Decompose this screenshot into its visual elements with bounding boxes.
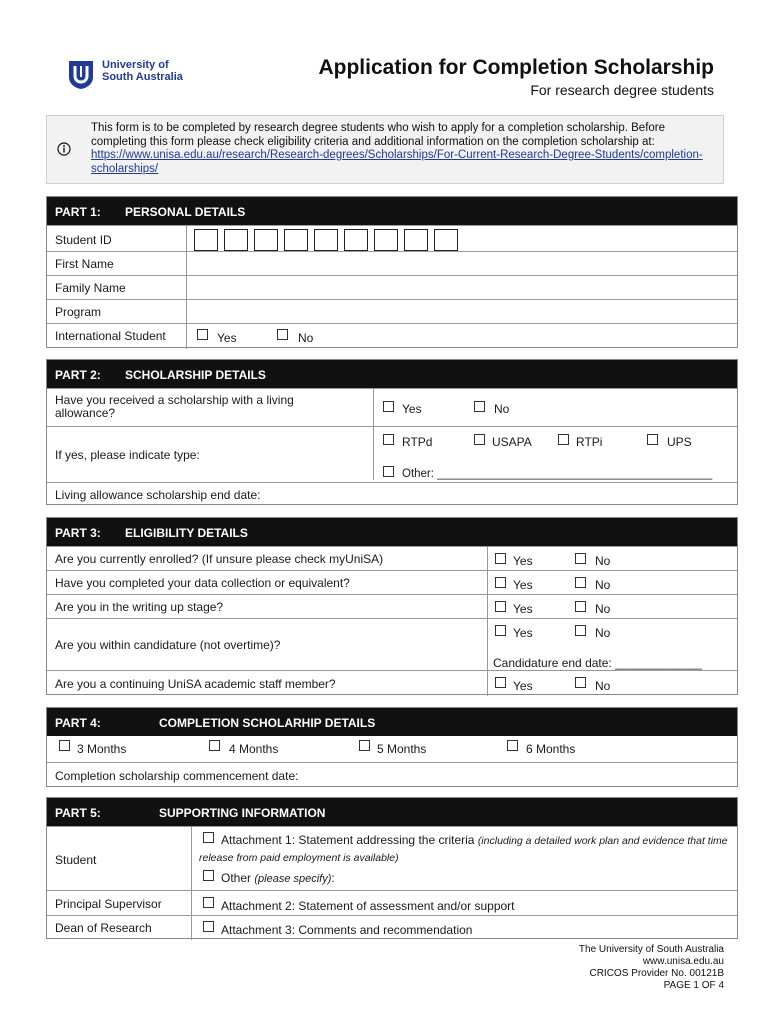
duration-5-label: 5 Months (377, 742, 427, 756)
staff-yes-checkbox[interactable] (495, 677, 506, 688)
footer (579, 944, 724, 992)
duration-3-checkbox[interactable] (59, 740, 70, 751)
page-title: Application for Completion Scholarship (318, 56, 714, 79)
other-attachment-text (221, 871, 335, 885)
family-name-row (47, 275, 737, 299)
data-collection-question: Have you completed your data collection or equivalent? (55, 576, 350, 590)
end-date-row (47, 482, 737, 506)
candidature-yes-checkbox[interactable] (495, 625, 506, 636)
international-row (47, 323, 737, 349)
writing-up-no-label: No (595, 602, 611, 616)
eligibility-row (47, 546, 737, 570)
writing-up-yes-checkbox[interactable] (495, 601, 506, 612)
type-ups-checkbox[interactable] (647, 434, 658, 445)
first-name-label: First Name (55, 257, 114, 271)
info-box (46, 115, 724, 184)
part2-header (47, 360, 737, 388)
other-attachment-checkbox[interactable] (203, 870, 214, 881)
student-id-digit[interactable] (284, 229, 308, 251)
dean-label: Dean of Research (55, 921, 152, 935)
footer-university: The University of South Australia (578, 944, 724, 955)
type-rtpd-label: RTPd (402, 435, 433, 449)
eligibility-row (47, 594, 737, 618)
international-label: International Student (55, 329, 166, 343)
attachment1-label: Attachment 1: Statement addressing the criteria (221, 833, 475, 847)
student-attachments-row (47, 826, 737, 890)
type-other-checkbox[interactable] (383, 466, 394, 477)
duration-4-checkbox[interactable] (209, 740, 220, 751)
part4-section (46, 707, 738, 787)
info-icon (57, 142, 71, 156)
type-other-field[interactable]: Other: ___________________________________________ (402, 468, 713, 480)
type-ups-label: UPS (667, 435, 692, 449)
candidature-no-checkbox[interactable] (575, 625, 586, 636)
type-rtpi-checkbox[interactable] (558, 434, 569, 445)
international-no-label: No (298, 331, 314, 345)
logo-line2: South Australia (102, 71, 183, 83)
unisa-logo-icon (68, 60, 94, 90)
program-field[interactable] (187, 300, 737, 323)
student-label: Student (55, 853, 97, 867)
eligibility-row (47, 570, 737, 594)
part2-title: SCHOLARSHIP DETAILS (125, 368, 266, 382)
student-id-digit[interactable] (314, 229, 338, 251)
type-usapa-checkbox[interactable] (474, 434, 485, 445)
supervisor-label: Principal Supervisor (55, 897, 162, 911)
enrolled-yes-label: Yes (513, 554, 533, 568)
scholarship-link[interactable]: https://www.unisa.edu.au/research/Research-degrees/Scholarships/For-Current-Research-Degree-Students/completion-scholarships/ (91, 149, 703, 175)
candidature-question: Are you within candidature (not overtime)? (55, 638, 281, 652)
student-id-digit[interactable] (194, 229, 218, 251)
living-yes-label: Yes (402, 402, 422, 416)
living-yes-checkbox[interactable] (383, 401, 394, 412)
part3-title: ELIGIBILITY DETAILS (125, 526, 248, 540)
type-usapa-label: USAPA (492, 435, 532, 449)
other-label: Other (221, 871, 252, 885)
part2-number: PART 2: (55, 368, 101, 382)
other-colon: : (331, 871, 335, 885)
international-yes-label: Yes (217, 331, 237, 345)
data-collection-no-label: No (595, 578, 611, 592)
part4-title: COMPLETION SCHOLARHIP DETAILS (159, 716, 376, 730)
eligibility-row (47, 618, 737, 670)
part5-header (47, 798, 737, 826)
data-collection-yes-label: Yes (513, 578, 533, 592)
candidature-yes-label: Yes (513, 626, 533, 640)
attachment3-label: Attachment 3: Comments and recommendation (221, 923, 473, 937)
part1-section (46, 196, 738, 348)
writing-up-question: Are you in the writing up stage? (55, 600, 224, 614)
family-name-label: Family Name (55, 281, 126, 295)
living-no-label: No (494, 402, 510, 416)
info-text (91, 122, 711, 176)
international-yes-checkbox[interactable] (197, 329, 208, 340)
commencement-row (47, 762, 737, 788)
info-body: This form is to be completed by research degree students who wish to apply for a completion scholarship. Before completing this form please check eligibility criteria and additional information on the completion scholarship at: (91, 122, 666, 148)
part1-number: PART 1: (55, 205, 101, 219)
living-allowance-question: Have you received a scholarship with a living allowance? (55, 393, 294, 420)
dean-row (47, 915, 737, 940)
logo-line1: University of (102, 59, 169, 71)
duration-3-label: 3 Months (77, 742, 127, 756)
attachment2-checkbox[interactable] (203, 897, 214, 908)
supervisor-row (47, 890, 737, 915)
part5-number: PART 5: (55, 806, 101, 820)
staff-member-question: Are you a continuing UniSA academic staff member? (55, 677, 336, 691)
student-id-digit[interactable] (224, 229, 248, 251)
footer-page-number: PAGE 1 OF 4 (663, 980, 724, 991)
part3-number: PART 3: (55, 526, 101, 540)
part1-title: PERSONAL DETAILS (125, 205, 246, 219)
scholarship-type-question: If yes, please indicate type: (55, 448, 200, 462)
duration-6-checkbox[interactable] (507, 740, 518, 751)
duration-4-label: 4 Months (229, 742, 279, 756)
living-end-date-label: Living allowance scholarship end date: (55, 488, 261, 502)
program-label: Program (55, 305, 102, 319)
student-id-digit[interactable] (374, 229, 398, 251)
student-id-digit[interactable] (404, 229, 428, 251)
part3-section (46, 517, 738, 695)
student-id-row (47, 225, 737, 251)
logo-text (102, 59, 183, 83)
student-id-label: Student ID (55, 233, 112, 247)
part2-section (46, 359, 738, 505)
data-collection-yes-checkbox[interactable] (495, 577, 506, 588)
living-no-checkbox[interactable] (474, 401, 485, 412)
other-note: (please specify) (254, 873, 332, 885)
writing-up-yes-label: Yes (513, 602, 533, 616)
type-rtpd-checkbox[interactable] (383, 434, 394, 445)
candidature-end-date-field[interactable]: Candidature end date: _____________ (493, 656, 702, 670)
footer-cricos: CRICOS Provider No. 00121B (589, 968, 724, 979)
duration-6-label: 6 Months (526, 742, 576, 756)
part1-header (47, 197, 737, 225)
footer-website: www.unisa.edu.au (642, 956, 724, 967)
enrolled-question: Are you currently enrolled? (If unsure please check myUniSA) (55, 552, 384, 566)
enrolled-yes-checkbox[interactable] (495, 553, 506, 564)
attachment1-text (199, 832, 734, 866)
page-subtitle: For research degree students (530, 82, 714, 98)
type-rtpi-label: RTPi (576, 435, 603, 449)
data-collection-no-checkbox[interactable] (575, 577, 586, 588)
commencement-date-label: Completion scholarship commencement date: (55, 769, 299, 783)
international-no-checkbox[interactable] (277, 329, 288, 340)
staff-yes-label: Yes (513, 679, 533, 693)
candidature-no-label: No (595, 626, 611, 640)
first-name-field[interactable] (187, 252, 737, 275)
writing-up-no-checkbox[interactable] (575, 601, 586, 612)
attachment1-note: (including a detailed work plan and evidence that time release from paid employment is available) (199, 835, 728, 864)
family-name-field[interactable] (187, 276, 737, 299)
part4-header (47, 708, 737, 736)
part3-header (47, 518, 737, 546)
attachment3-checkbox[interactable] (203, 921, 214, 932)
staff-no-checkbox[interactable] (575, 677, 586, 688)
duration-row (47, 736, 737, 762)
attachment2-label: Attachment 2: Statement of assessment and/or support (221, 899, 515, 913)
program-row (47, 299, 737, 323)
scholarship-type-row (47, 426, 737, 482)
student-id-digit[interactable] (254, 229, 278, 251)
part5-title: SUPPORTING INFORMATION (159, 806, 326, 820)
staff-no-label: No (595, 679, 611, 693)
duration-5-checkbox[interactable] (359, 740, 370, 751)
enrolled-no-checkbox[interactable] (575, 553, 586, 564)
part4-number: PART 4: (55, 716, 101, 730)
enrolled-no-label: No (595, 554, 611, 568)
first-name-row (47, 251, 737, 275)
student-id-digit[interactable] (344, 229, 368, 251)
student-id-digit[interactable] (434, 229, 458, 251)
living-allowance-row (47, 388, 737, 426)
part5-section (46, 797, 738, 939)
eligibility-row (47, 670, 737, 696)
